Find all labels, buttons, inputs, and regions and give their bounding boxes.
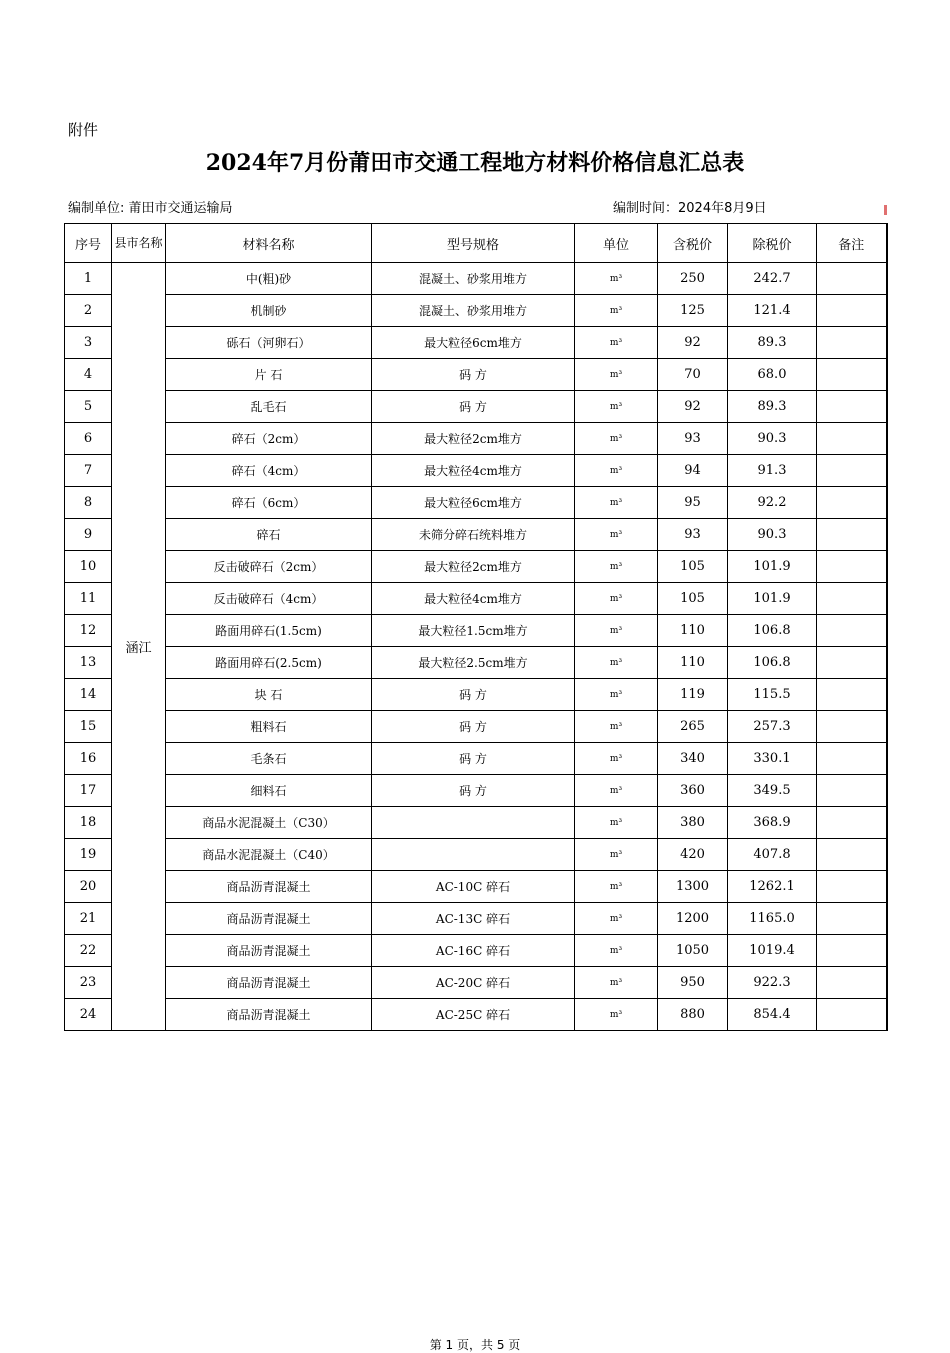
cell-unit: m³ xyxy=(575,647,658,679)
red-edge-mark xyxy=(884,205,887,215)
cell-tax-incl: 950 xyxy=(658,967,728,999)
attachment-label: 附件 xyxy=(68,121,99,139)
cell-tax-incl: 125 xyxy=(658,295,728,327)
cell-material: 商品沥青混凝土 xyxy=(166,935,372,967)
cell-unit: m³ xyxy=(575,775,658,807)
cell-material: 反击破碎石（4cm） xyxy=(166,583,372,615)
cell-seq: 17 xyxy=(65,775,112,807)
cell-tax-excl: 257.3 xyxy=(728,711,817,743)
table-row xyxy=(65,583,887,615)
cell-remark xyxy=(817,551,887,583)
cell-seq: 13 xyxy=(65,647,112,679)
cell-tax-incl: 340 xyxy=(658,743,728,775)
cell-spec: 混凝土、砂浆用堆方 xyxy=(372,295,575,327)
cell-seq: 4 xyxy=(65,359,112,391)
table-row xyxy=(65,743,887,775)
cell-unit: m³ xyxy=(575,423,658,455)
cell-seq: 18 xyxy=(65,807,112,839)
cell-tax-excl: 922.3 xyxy=(728,967,817,999)
cell-seq: 15 xyxy=(65,711,112,743)
header-tax-excl: 除税价 xyxy=(728,224,817,263)
table-row xyxy=(65,391,887,423)
cell-tax-excl: 91.3 xyxy=(728,455,817,487)
cell-remark xyxy=(817,487,887,519)
cell-spec: 最大粒径4cm堆方 xyxy=(372,455,575,487)
cell-seq: 5 xyxy=(65,391,112,423)
cell-material: 块 石 xyxy=(166,679,372,711)
cell-seq: 14 xyxy=(65,679,112,711)
cell-tax-excl: 242.7 xyxy=(728,263,817,295)
header-county: 县市名称 xyxy=(112,224,166,263)
cell-unit: m³ xyxy=(575,583,658,615)
table-row xyxy=(65,999,887,1031)
table-row xyxy=(65,615,887,647)
cell-spec: 最大粒径2.5cm堆方 xyxy=(372,647,575,679)
cell-spec: 码 方 xyxy=(372,391,575,423)
table-row xyxy=(65,647,887,679)
compile-time: 编制时间：2024年8月9日 xyxy=(613,201,767,216)
cell-tax-excl: 1165.0 xyxy=(728,903,817,935)
cell-material: 中(粗)砂 xyxy=(166,263,372,295)
cell-material: 碎石 xyxy=(166,519,372,551)
cell-remark xyxy=(817,647,887,679)
cell-seq: 6 xyxy=(65,423,112,455)
cell-material: 路面用碎石(2.5cm) xyxy=(166,647,372,679)
cell-seq: 8 xyxy=(65,487,112,519)
cell-spec: 码 方 xyxy=(372,775,575,807)
cell-tax-excl: 89.3 xyxy=(728,327,817,359)
cell-unit: m³ xyxy=(575,999,658,1031)
cell-spec: AC-13C 碎石 xyxy=(372,903,575,935)
cell-spec: 最大粒径2cm堆方 xyxy=(372,551,575,583)
header-unit: 单位 xyxy=(575,224,658,263)
cell-remark xyxy=(817,615,887,647)
cell-material: 粗料石 xyxy=(166,711,372,743)
cell-material: 商品水泥混凝土（C30） xyxy=(166,807,372,839)
cell-seq: 12 xyxy=(65,615,112,647)
cell-remark xyxy=(817,263,887,295)
cell-spec: 最大粒径6cm堆方 xyxy=(372,327,575,359)
price-table xyxy=(64,223,888,1031)
cell-remark xyxy=(817,807,887,839)
cell-unit: m³ xyxy=(575,263,658,295)
cell-remark xyxy=(817,839,887,871)
cell-material: 机制砂 xyxy=(166,295,372,327)
cell-seq: 7 xyxy=(65,455,112,487)
cell-tax-excl: 121.4 xyxy=(728,295,817,327)
cell-tax-excl: 106.8 xyxy=(728,615,817,647)
table-row xyxy=(65,711,887,743)
cell-spec: 最大粒径6cm堆方 xyxy=(372,487,575,519)
header-seq: 序号 xyxy=(65,224,112,263)
cell-tax-excl: 1262.1 xyxy=(728,871,817,903)
cell-tax-incl: 250 xyxy=(658,263,728,295)
cell-tax-excl: 368.9 xyxy=(728,807,817,839)
table-row xyxy=(65,551,887,583)
table-header-row xyxy=(65,224,887,263)
cell-material: 细料石 xyxy=(166,775,372,807)
cell-remark xyxy=(817,935,887,967)
cell-tax-incl: 93 xyxy=(658,423,728,455)
table-row xyxy=(65,295,887,327)
cell-material: 商品沥青混凝土 xyxy=(166,999,372,1031)
cell-spec: 码 方 xyxy=(372,679,575,711)
page-footer: 第 1 页，共 5 页 xyxy=(429,1338,521,1352)
cell-unit: m³ xyxy=(575,903,658,935)
cell-tax-excl: 330.1 xyxy=(728,743,817,775)
table-row xyxy=(65,359,887,391)
cell-remark xyxy=(817,423,887,455)
table-row xyxy=(65,263,887,295)
cell-tax-incl: 1050 xyxy=(658,935,728,967)
table-row xyxy=(65,423,887,455)
cell-unit: m³ xyxy=(575,295,658,327)
cell-spec: AC-16C 碎石 xyxy=(372,935,575,967)
cell-tax-excl: 1019.4 xyxy=(728,935,817,967)
page-title: 2024年7月份莆田市交通工程地方材料价格信息汇总表 xyxy=(205,150,745,176)
cell-unit: m³ xyxy=(575,935,658,967)
cell-remark xyxy=(817,743,887,775)
cell-spec: 码 方 xyxy=(372,711,575,743)
compiler-unit: 编制单位: 莆田市交通运输局 xyxy=(68,201,233,216)
header-spec: 型号规格 xyxy=(372,224,575,263)
cell-seq: 2 xyxy=(65,295,112,327)
cell-material: 片 石 xyxy=(166,359,372,391)
cell-remark xyxy=(817,327,887,359)
cell-tax-incl: 1300 xyxy=(658,871,728,903)
cell-seq: 3 xyxy=(65,327,112,359)
cell-remark xyxy=(817,583,887,615)
cell-seq: 24 xyxy=(65,999,112,1031)
cell-material: 乱毛石 xyxy=(166,391,372,423)
cell-tax-incl: 70 xyxy=(658,359,728,391)
cell-spec: 码 方 xyxy=(372,359,575,391)
cell-tax-excl: 92.2 xyxy=(728,487,817,519)
cell-tax-incl: 105 xyxy=(658,551,728,583)
cell-material: 碎石（4cm） xyxy=(166,455,372,487)
cell-tax-incl: 93 xyxy=(658,519,728,551)
cell-unit: m³ xyxy=(575,551,658,583)
cell-unit: m³ xyxy=(575,807,658,839)
cell-seq: 23 xyxy=(65,967,112,999)
cell-remark xyxy=(817,359,887,391)
cell-tax-excl: 407.8 xyxy=(728,839,817,871)
cell-spec: AC-10C 碎石 xyxy=(372,871,575,903)
cell-spec: 码 方 xyxy=(372,743,575,775)
cell-remark xyxy=(817,903,887,935)
cell-seq: 1 xyxy=(65,263,112,295)
cell-unit: m³ xyxy=(575,615,658,647)
cell-tax-incl: 880 xyxy=(658,999,728,1031)
cell-unit: m³ xyxy=(575,391,658,423)
cell-county: 涵江 xyxy=(112,263,166,1031)
cell-remark xyxy=(817,775,887,807)
cell-tax-incl: 92 xyxy=(658,327,728,359)
cell-tax-excl: 89.3 xyxy=(728,391,817,423)
cell-material: 反击破碎石（2cm） xyxy=(166,551,372,583)
cell-tax-excl: 349.5 xyxy=(728,775,817,807)
cell-tax-incl: 119 xyxy=(658,679,728,711)
cell-tax-incl: 110 xyxy=(658,647,728,679)
header-material: 材料名称 xyxy=(166,224,372,263)
header-tax-incl: 含税价 xyxy=(658,224,728,263)
cell-tax-excl: 106.8 xyxy=(728,647,817,679)
cell-seq: 11 xyxy=(65,583,112,615)
cell-tax-incl: 105 xyxy=(658,583,728,615)
cell-spec: 最大粒径4cm堆方 xyxy=(372,583,575,615)
cell-unit: m³ xyxy=(575,839,658,871)
cell-spec: 最大粒径2cm堆方 xyxy=(372,423,575,455)
cell-spec xyxy=(372,839,575,871)
cell-tax-incl: 420 xyxy=(658,839,728,871)
cell-spec: AC-20C 碎石 xyxy=(372,967,575,999)
cell-tax-incl: 94 xyxy=(658,455,728,487)
table-row xyxy=(65,871,887,903)
cell-unit: m³ xyxy=(575,455,658,487)
cell-unit: m³ xyxy=(575,359,658,391)
table-row xyxy=(65,455,887,487)
cell-remark xyxy=(817,679,887,711)
cell-remark xyxy=(817,295,887,327)
cell-tax-incl: 95 xyxy=(658,487,728,519)
cell-unit: m³ xyxy=(575,487,658,519)
cell-seq: 21 xyxy=(65,903,112,935)
cell-tax-incl: 1200 xyxy=(658,903,728,935)
table-row xyxy=(65,967,887,999)
table-row xyxy=(65,487,887,519)
cell-tax-excl: 90.3 xyxy=(728,519,817,551)
cell-remark xyxy=(817,455,887,487)
table-row xyxy=(65,327,887,359)
cell-tax-excl: 101.9 xyxy=(728,551,817,583)
cell-material: 碎石（6cm） xyxy=(166,487,372,519)
cell-unit: m³ xyxy=(575,327,658,359)
cell-tax-incl: 265 xyxy=(658,711,728,743)
cell-material: 商品沥青混凝土 xyxy=(166,903,372,935)
cell-material: 碎石（2cm） xyxy=(166,423,372,455)
cell-material: 路面用碎石(1.5cm) xyxy=(166,615,372,647)
cell-material: 商品沥青混凝土 xyxy=(166,871,372,903)
cell-tax-excl: 854.4 xyxy=(728,999,817,1031)
cell-spec: AC-25C 碎石 xyxy=(372,999,575,1031)
table-row xyxy=(65,839,887,871)
cell-material: 商品水泥混凝土（C40） xyxy=(166,839,372,871)
table-row xyxy=(65,519,887,551)
cell-unit: m³ xyxy=(575,711,658,743)
cell-seq: 19 xyxy=(65,839,112,871)
cell-tax-incl: 380 xyxy=(658,807,728,839)
cell-spec: 未筛分碎石统料堆方 xyxy=(372,519,575,551)
cell-spec xyxy=(372,807,575,839)
cell-seq: 20 xyxy=(65,871,112,903)
cell-unit: m³ xyxy=(575,679,658,711)
cell-seq: 10 xyxy=(65,551,112,583)
header-remark: 备注 xyxy=(817,224,887,263)
cell-material: 毛条石 xyxy=(166,743,372,775)
cell-unit: m³ xyxy=(575,743,658,775)
table-row xyxy=(65,775,887,807)
table-row xyxy=(65,679,887,711)
cell-remark xyxy=(817,519,887,551)
cell-tax-excl: 115.5 xyxy=(728,679,817,711)
table-row xyxy=(65,935,887,967)
cell-seq: 22 xyxy=(65,935,112,967)
cell-unit: m³ xyxy=(575,967,658,999)
cell-tax-incl: 360 xyxy=(658,775,728,807)
cell-tax-excl: 101.9 xyxy=(728,583,817,615)
cell-unit: m³ xyxy=(575,871,658,903)
cell-tax-incl: 92 xyxy=(658,391,728,423)
cell-tax-excl: 68.0 xyxy=(728,359,817,391)
cell-spec: 最大粒径1.5cm堆方 xyxy=(372,615,575,647)
cell-tax-excl: 90.3 xyxy=(728,423,817,455)
cell-material: 砾石（河卵石） xyxy=(166,327,372,359)
table-row xyxy=(65,903,887,935)
cell-unit: m³ xyxy=(575,519,658,551)
cell-remark xyxy=(817,871,887,903)
cell-remark xyxy=(817,999,887,1031)
cell-remark xyxy=(817,967,887,999)
cell-seq: 9 xyxy=(65,519,112,551)
cell-material: 商品沥青混凝土 xyxy=(166,967,372,999)
cell-remark xyxy=(817,391,887,423)
cell-remark xyxy=(817,711,887,743)
table-row xyxy=(65,807,887,839)
cell-seq: 16 xyxy=(65,743,112,775)
cell-spec: 混凝土、砂浆用堆方 xyxy=(372,263,575,295)
cell-tax-incl: 110 xyxy=(658,615,728,647)
